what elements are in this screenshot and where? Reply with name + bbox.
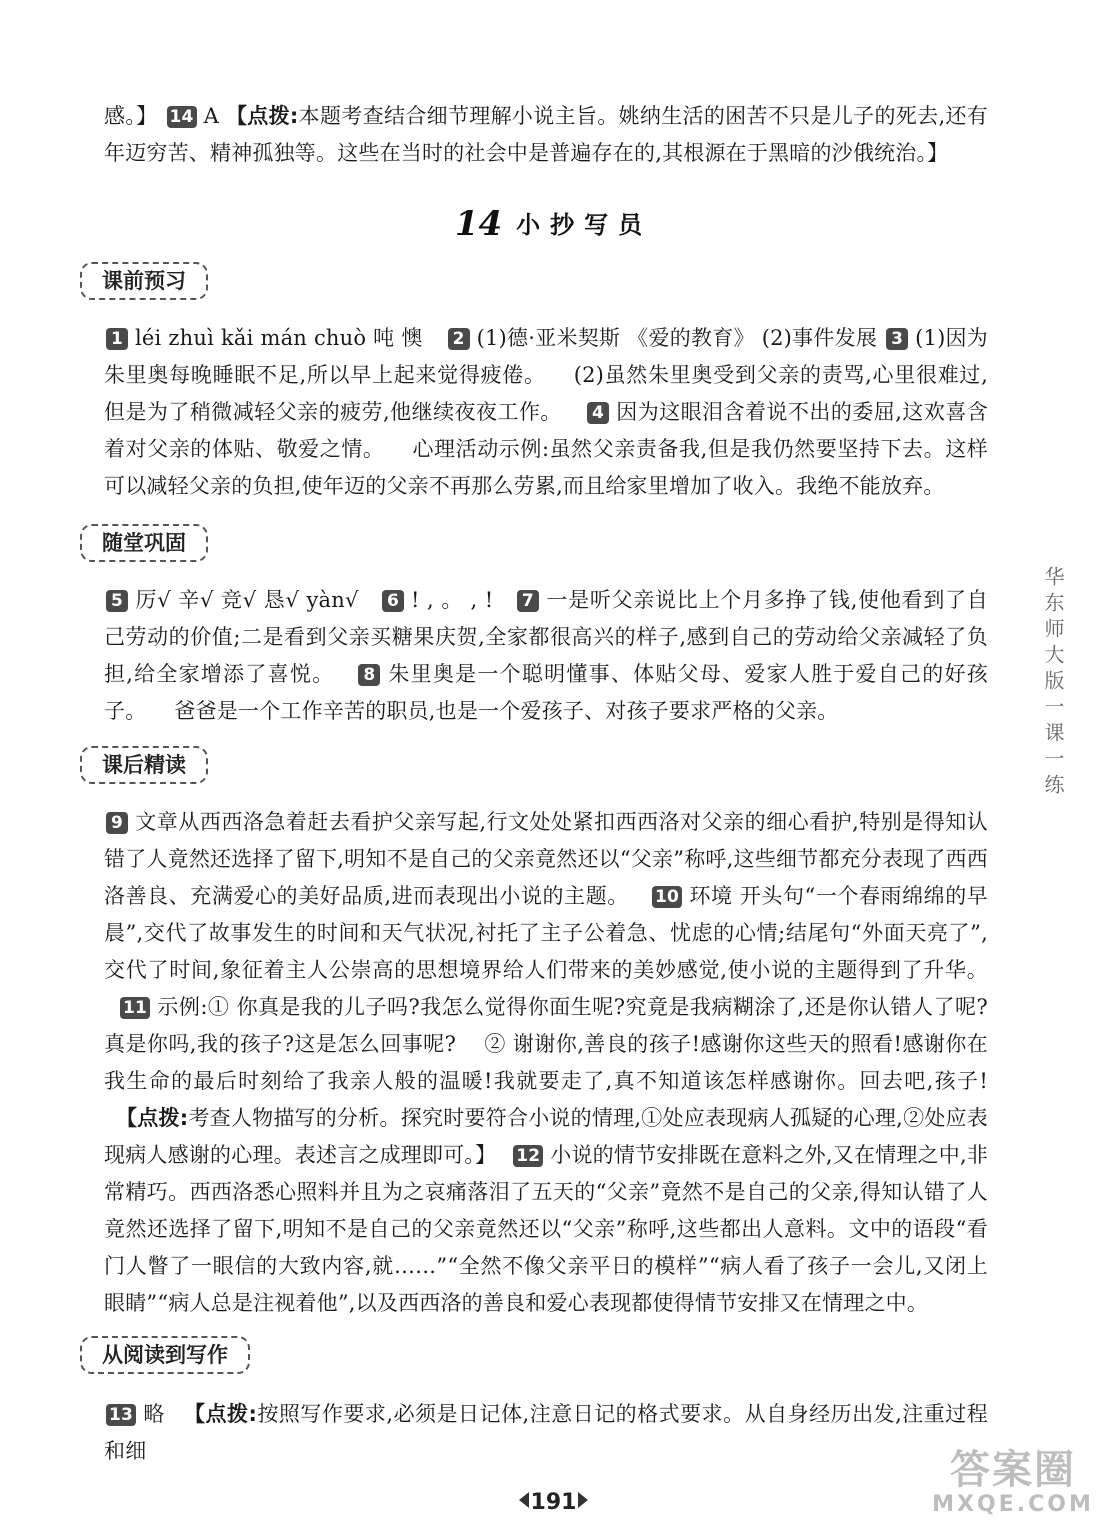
answer-continuation: [104, 98, 988, 172]
question-number-8: 8: [358, 664, 380, 686]
answer-text: 小说的情节安排既在意料之外,又在情理之中,非常精巧。西西洛悉心照料并且为之哀痛落泪了五天的“父亲”竟然不是自己的父亲,得知认错了人竟然还选择了留下,明知不是自己的父亲竟然还以“父亲”称呼,这些都出人意料。文中的语段“看门人瞥了一眼信的大致内容,就……”“全然不像父亲平日的模样”“病人看了孩子一会儿,又闭上眼睛”“病人总是注视着他”,以及西西洛的善良和爱心表现都使得情节安排又在情理之中。: [104, 1143, 989, 1315]
question-number-3: 3: [886, 328, 908, 350]
section-reading-tag: 课后精读: [80, 746, 208, 784]
watermark-logo: [928, 1448, 1098, 1528]
watermark-title: 答案圈: [950, 1447, 1076, 1493]
section-consolidation-answers: [104, 582, 988, 730]
side-series-label: 华东师大版一课一练: [1041, 566, 1065, 800]
section-consolidation-tag: 随堂巩固: [80, 524, 208, 562]
answer-text: 厉√ 辛√ 竞√ 恳√ yàn√: [135, 588, 359, 612]
answer-text: 一是听父亲说比上个月多挣了钱,使他看到了自己劳动的价值;二是看到父亲买糖果庆贺,全家都很高兴的样子,感到自己的劳动给父亲减轻了负担,给全家增添了喜悦。: [104, 588, 988, 686]
text: 感。】: [104, 104, 158, 128]
lesson-number: 14: [454, 204, 503, 244]
answer-text: (2)虽然朱里奥受到父亲的责骂,心里很难过,但是为了稍微减轻父亲的疲劳,他继续夜夜工作。: [104, 363, 988, 424]
lesson-name: 小抄写员: [516, 211, 653, 239]
answer-text: léi zhuì kǎi mán chuò 吨 懊: [135, 326, 423, 350]
question-number-12: 12: [513, 1145, 543, 1167]
question-number-10: 10: [652, 886, 682, 908]
question-number-13: 13: [106, 1404, 136, 1426]
answer-text: ② 谢谢你,善良的孩子!感谢你这些天的照看!感谢你在我生命的最后时刻给了我亲人般的温暖!我就要走了,真不知道该怎样感谢你。回去吧,孩子!: [104, 1032, 988, 1093]
answer-text: 文章从西西洛急着赶去看护父亲写起,行文处处紧扣西西洛对父亲的细心看护,特别是得知认错了人竟然还选择了留下,明知不是自己的父亲竟然还以“父亲”称呼,这些细节都充分表现了西西洛善良、充满爱心的美好品质,进而表现出小说的主题。: [104, 810, 989, 908]
question-number-5: 5: [106, 590, 128, 612]
hint-label: 【点拨:: [184, 1402, 258, 1426]
hint-text: 按照写作要求,必须是日记体,注意日记的格式要求。从自身经历出发,注重过程和细: [104, 1402, 988, 1463]
question-number-2: 2: [448, 328, 470, 350]
question-number-11: 11: [120, 997, 150, 1019]
answer-text: 朱里奥是一个聪明懂事、体贴父母、爱家人胜于爱自己的好孩子。: [104, 662, 988, 723]
answer-text: 略: [143, 1402, 165, 1426]
section-writing-answers: [104, 1396, 988, 1470]
question-number-1: 1: [106, 328, 128, 350]
answer-text: 爸爸是一个工作辛苦的职员,也是一个爱孩子、对孩子要求严格的父亲。: [174, 699, 839, 723]
answer-text: 心理活动示例:虽然父亲责备我,但是我仍然要坚持下去。这样可以减轻父亲的负担,使年迈的父亲不再那么劳累,而且给家里增加了收入。我绝不能放弃。: [104, 437, 988, 498]
question-number-4: 4: [587, 402, 609, 424]
page-number-text: 191: [530, 1490, 577, 1515]
triangle-right-icon: [578, 1492, 588, 1508]
answer-text: A: [203, 104, 219, 128]
triangle-left-icon: [519, 1492, 529, 1508]
answer-text: ! , 。 , !: [410, 588, 494, 612]
watermark-url: MXQE.COM: [932, 1492, 1094, 1517]
hint-label: 【点拨:: [225, 104, 299, 128]
answer-text: (1)因为朱里奥每晚睡眠不足,所以早上起来觉得疲倦。: [104, 326, 988, 387]
hint-text: 本题考查结合细节理解小说主旨。姚纳生活的困苦不只是儿子的死去,还有年迈穷苦、精神孤独等。这些在当时的社会中是普遍存在的,其根源在于黑暗的沙俄统治。】: [104, 104, 988, 165]
question-number-6: 6: [382, 590, 404, 612]
hint-label: 【点拨:: [116, 1106, 189, 1130]
section-preview-tag: 课前预习: [80, 262, 208, 300]
section-reading-answers: [104, 804, 988, 1322]
section-preview-answers: [104, 320, 988, 505]
answer-text: 因为这眼泪含着说不出的委屈,这欢喜含着对父亲的体贴、敬爱之情。: [104, 400, 988, 461]
answer-text: 示例:① 你真是我的儿子吗?我怎么觉得你面生呢?究竟是我病糊涂了,还是你认错人了呢?真是你吗,我的孩子?这是怎么回事呢?: [104, 995, 988, 1056]
section-writing-tag: 从阅读到写作: [80, 1336, 250, 1374]
question-number-14: 14: [167, 106, 197, 128]
hint-text: 考查人物描写的分析。探究时要符合小说的情理,①处应表现病人孤疑的心理,②处应表现病人感谢的心理。表述言之成理即可。】: [104, 1106, 988, 1167]
answer-text: 环境 开头句“一个春雨绵绵的早晨”,交代了故事发生的时间和天气状况,衬托了主子公着急、忧虑的心情;结尾句“外面天亮了”,交代了时间,象征着主人公崇高的思想境界给人们带来的美妙感觉,使小说的主题得到了升华。: [104, 884, 988, 982]
question-number-9: 9: [106, 812, 128, 834]
question-number-7: 7: [517, 590, 539, 612]
lesson-title: [0, 204, 1107, 244]
answer-text: (1)德·亚米契斯 《爱的教育》 (2)事件发展: [476, 326, 878, 350]
